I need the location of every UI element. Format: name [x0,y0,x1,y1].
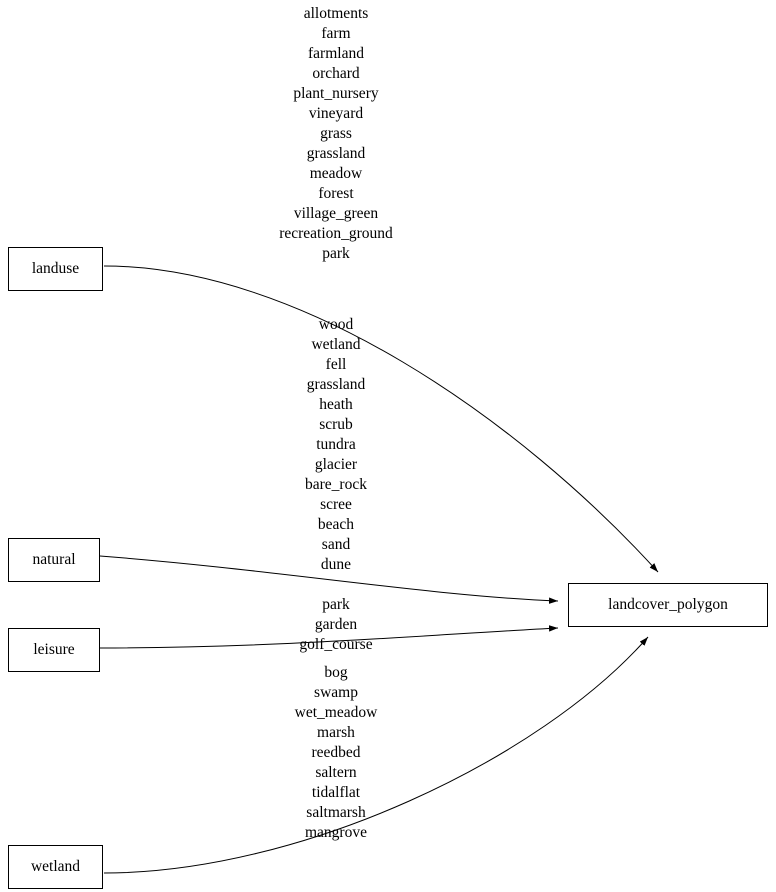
edge-label-value: park [322,245,350,262]
node-landcover-polygon-label: landcover_polygon [608,596,728,613]
node-landcover-polygon[interactable] [568,583,768,627]
edge-label-value: bog [324,664,348,681]
edge-label-value: meadow [309,165,363,182]
node-wetland-label: wetland [30,858,81,875]
edge-label-value: allotments [303,5,369,22]
edge-label-value: tundra [316,436,356,453]
edge-label-value: saltern [315,764,357,781]
edge-label-value: grassland [306,145,366,162]
edge-label-value: village_green [293,205,379,222]
node-natural-label: natural [32,551,76,568]
edge-label-value: glacier [314,456,358,473]
edge-label-value: mangrove [305,824,367,841]
edge-label-value: saltmarsh [306,804,366,821]
edge-label-value: wetland [311,336,361,353]
node-landuse[interactable] [8,247,103,291]
edge-label-value: dune [320,556,352,573]
edge-label-value: tidalflat [311,784,361,801]
edge-label-value: recreation_ground [279,225,393,242]
edge-label-value: park [322,596,350,613]
edge-labels-natural [236,315,436,575]
node-leisure[interactable] [8,628,100,672]
edge-labels-wetland [236,663,436,843]
edge-label-value: wood [318,316,354,333]
edge-label-value: wet_meadow [294,704,378,721]
edge-label-value: golf_course [299,636,373,653]
edge-label-value: scrub [319,416,353,433]
edge-label-value: plant_nursery [293,85,379,102]
edge-label-value: grassland [306,376,366,393]
edge-label-value: scree [320,496,352,513]
edge-label-value: grass [320,125,352,142]
edge-label-value: fell [325,356,347,373]
edge-label-value: sand [321,536,351,553]
node-landuse-label: landuse [31,260,80,277]
node-natural[interactable] [8,538,100,582]
edge-label-value: reedbed [311,744,361,761]
edge-label-value: bare_rock [305,476,367,493]
edge-labels-landuse [236,4,436,264]
edge-label-value: orchard [312,65,360,82]
node-leisure-label: leisure [33,641,75,658]
edge-label-value: garden [314,616,358,633]
edge-label-value: beach [317,516,355,533]
edge-label-value: heath [319,396,353,413]
node-wetland[interactable] [8,845,103,889]
edge-label-value: marsh [317,724,355,741]
edge-label-value: forest [318,185,354,202]
edge-label-value: vineyard [308,105,364,122]
edge-label-value: swamp [314,684,358,701]
edge-label-value: farmland [308,45,364,62]
edge-label-value: farm [321,25,351,42]
edge-labels-leisure [236,595,436,655]
